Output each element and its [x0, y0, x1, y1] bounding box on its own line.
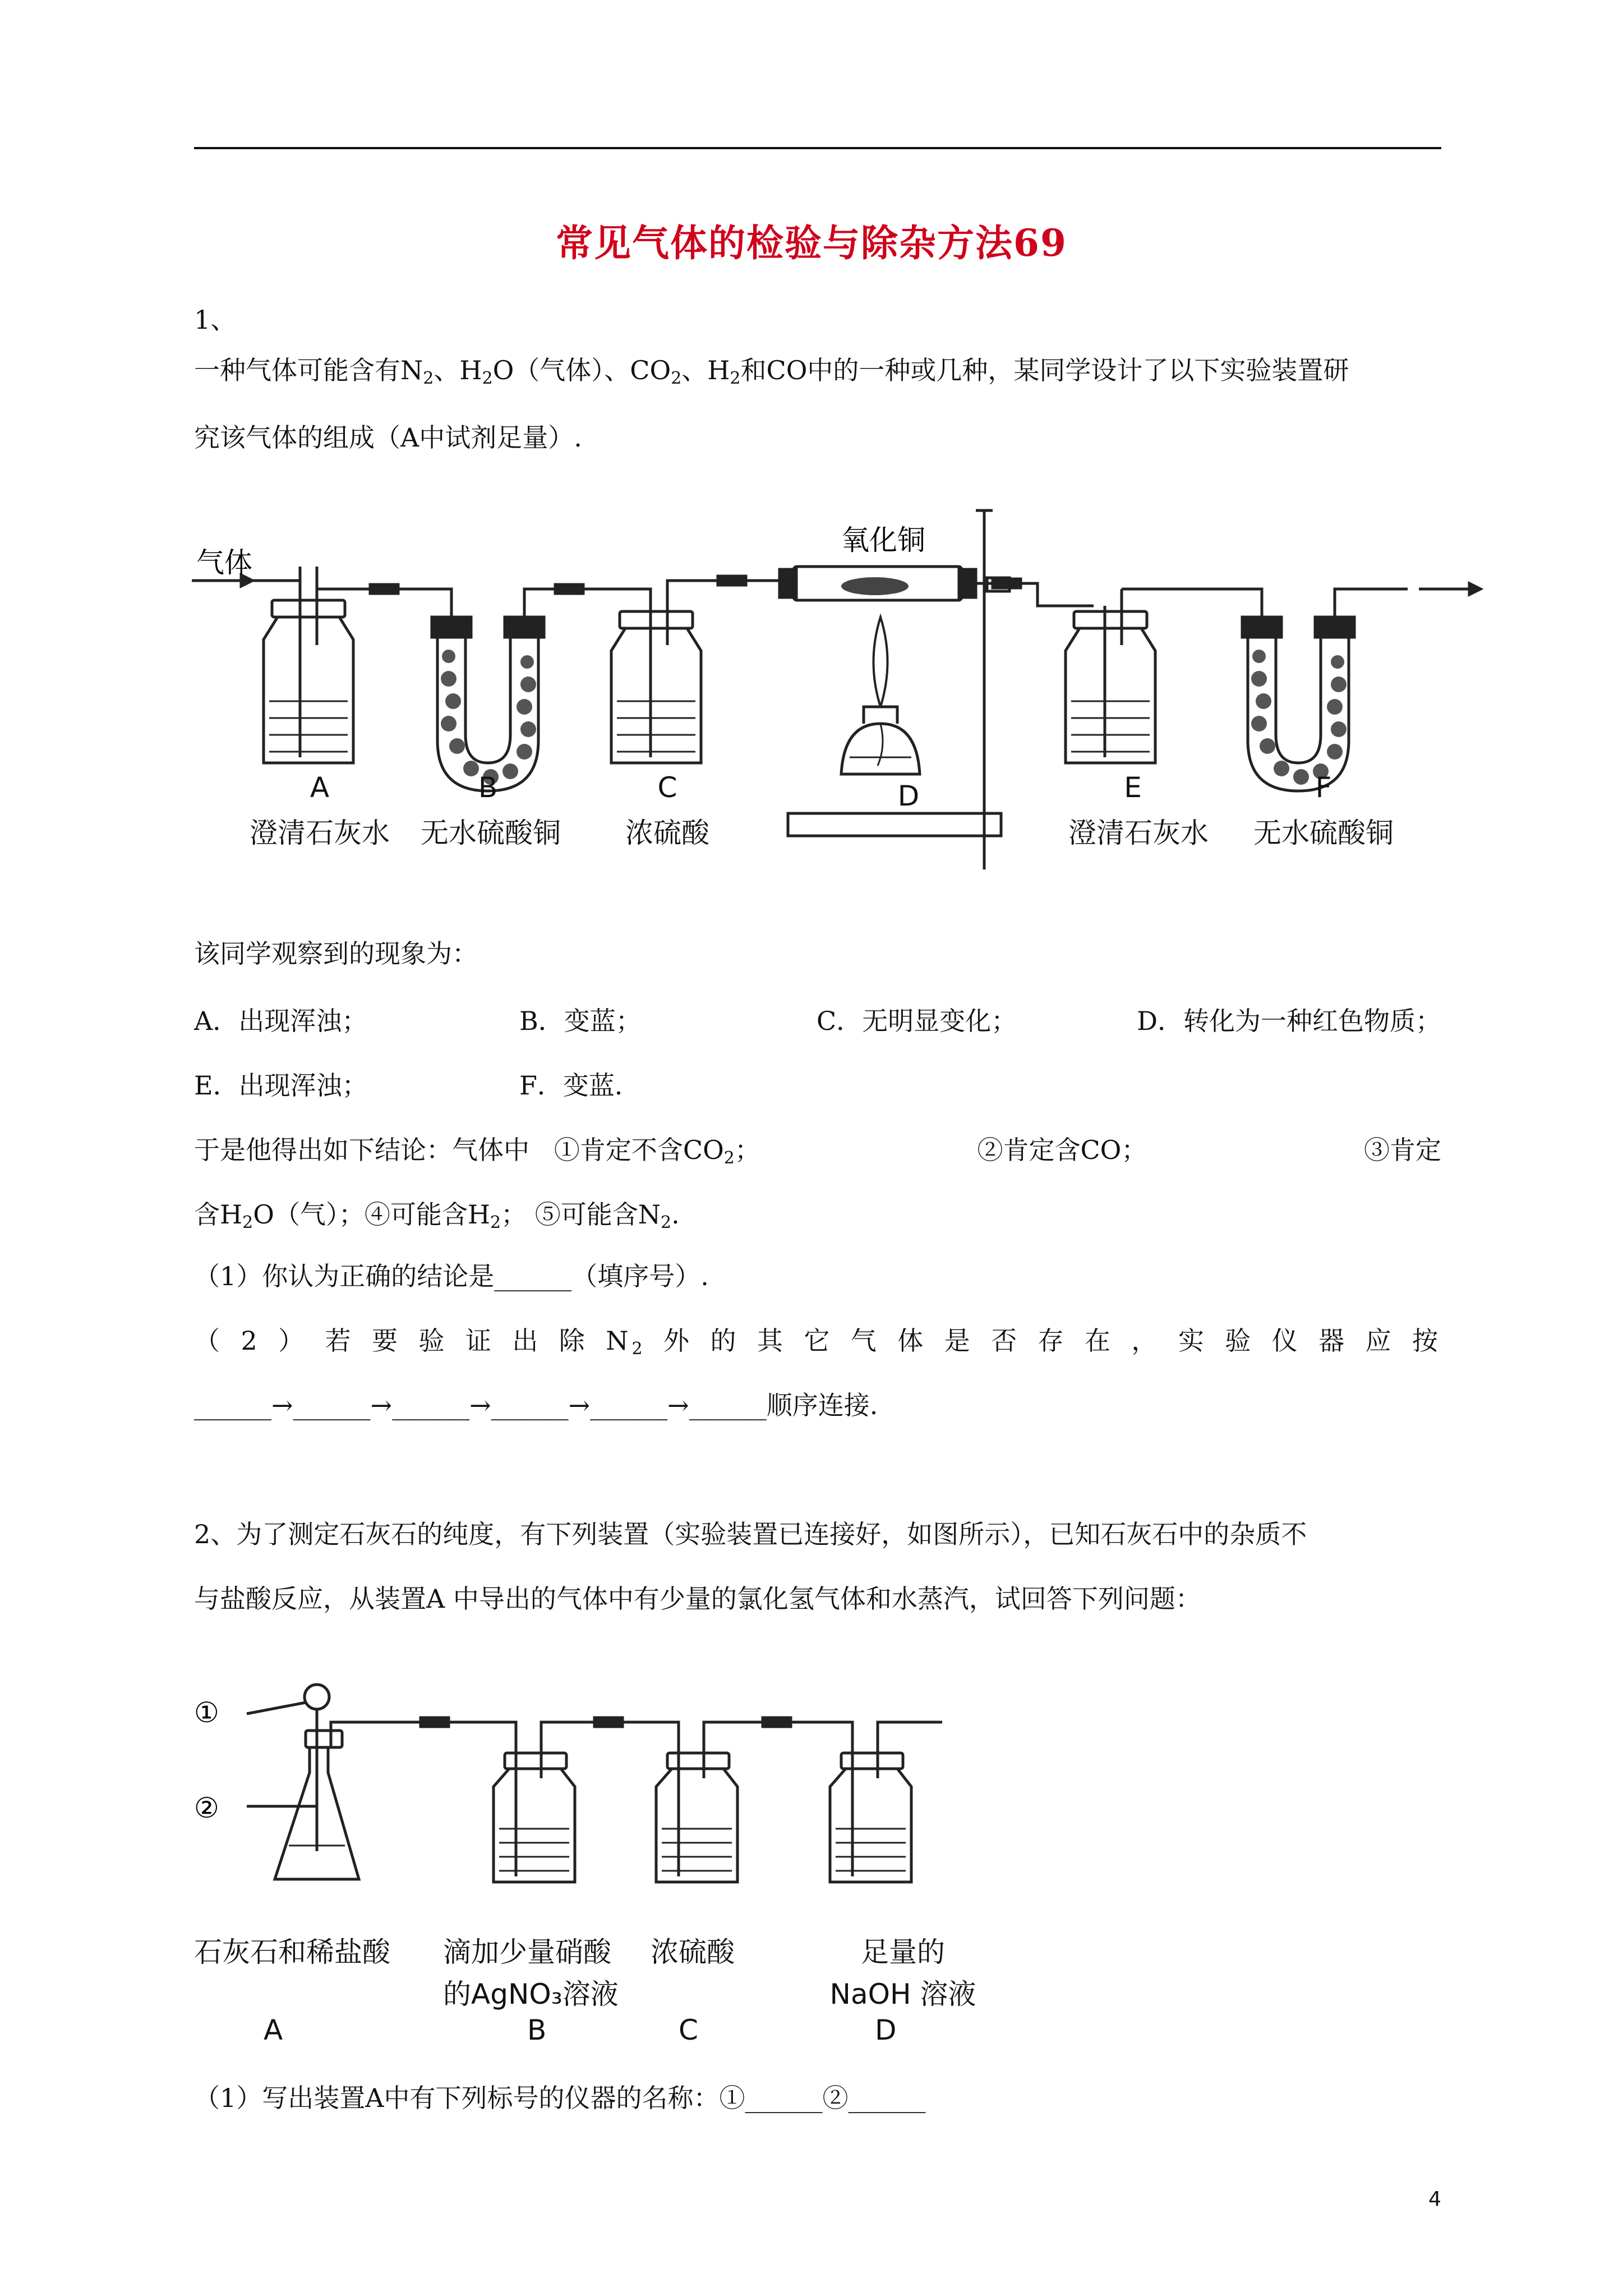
q2-unit-a-name: 石灰石和稀盐酸: [194, 1936, 390, 1968]
observation-b: B．变蓝；: [519, 1006, 642, 1036]
page-number: 4: [1428, 2188, 1441, 2211]
q2-sub1: （1）写出装置A中有下列标号的仪器的名称：①______②______: [194, 2083, 926, 2113]
observation-d: D．转化为一种红色物质；: [1137, 1006, 1441, 1036]
mark-1: ①: [194, 1696, 219, 1729]
q1-sub2-line1: （2）若要验证出除$N_2$外的其它气体是否存在，实验仪器应按: [194, 1326, 1441, 1359]
combustion-tube-d: [780, 510, 1009, 869]
header-rule: [194, 147, 1441, 149]
q2-unit-c-name: 浓硫酸: [651, 1936, 735, 1968]
q1-sub1: （1）你认为正确的结论是______（填序号）.: [194, 1261, 709, 1291]
q2-apparatus-diagram: [191, 1660, 965, 1907]
conclusion-line2: 含$H_2O$（气）；④可能含$H_2$； ⑤可能含$N_2$.: [194, 1199, 680, 1232]
bottle-d: [830, 1722, 911, 1882]
unit-c-letter: C: [657, 771, 677, 804]
bottle-c2: [656, 1722, 737, 1882]
q2-unit-a-letter: A: [264, 2014, 283, 2046]
conclusion-3: ③肯定: [1364, 1135, 1441, 1165]
unit-b-letter: B: [478, 771, 498, 804]
observations-row1: [194, 1001, 1441, 1041]
page-title: 常见气体的检验与除杂方法69: [556, 221, 1067, 265]
q2-intro-line1: 2、为了测定石灰石的纯度，有下列装置（实验装置已连接好，如图所示），已知石灰石中的杂质不: [194, 1519, 1307, 1549]
unit-a-name: 澄清石灰水: [250, 817, 390, 849]
gas-label: 气体: [196, 546, 252, 579]
q2-unit-d-name1: 足量的: [861, 1936, 945, 1968]
unit-e-letter: E: [1124, 771, 1142, 804]
u-tube-f: [1242, 589, 1408, 791]
q2-unit-d-name2: NaOH 溶液: [829, 1978, 976, 2010]
copper-oxide-powder: [841, 577, 909, 595]
conclusion-intro: 于是他得出如下结论：气体中 ①肯定不含$CO_2$；: [194, 1135, 760, 1168]
u-tube-b: [426, 589, 589, 791]
observation-c: C．无明显变化；: [817, 1006, 1017, 1036]
q1-intro-line2: 究该气体的组成（A中试剂足量）.: [194, 422, 582, 453]
q1-sub2-line2: ______→______→______→______→______→______顺序连接.: [194, 1390, 878, 1420]
q2-unit-c-letter: C: [679, 2014, 698, 2046]
unit-c-name: 浓硫酸: [625, 817, 709, 849]
q1-number: 1、: [194, 305, 237, 335]
q2-unit-b-name1: 滴加少量硝酸: [443, 1936, 611, 1968]
observation-f: F．变蓝．: [519, 1070, 640, 1101]
alcohol-lamp: [841, 617, 920, 774]
q2-unit-d-letter: D: [875, 2014, 897, 2046]
conclusion-2: ②肯定含CO；: [977, 1135, 1147, 1165]
flask-a: [247, 1685, 398, 1879]
observed-intro: 该同学观察到的现象为：: [194, 938, 478, 969]
q2-unit-b-name2: 的AgNO₃溶液: [443, 1978, 619, 2010]
unit-f-name: 无水硫酸铜: [1253, 817, 1394, 849]
unit-a-letter: A: [310, 771, 330, 804]
cuo-label: 氧化铜: [841, 524, 925, 556]
bottle-a: [264, 567, 353, 763]
bottle-c: [611, 589, 701, 763]
mark-2: ②: [194, 1792, 219, 1824]
conclusion-line1: [194, 1130, 1441, 1178]
q2-intro-line2: 与盐酸反应，从装置A 中导出的气体中有少量的氯化氢气体和水蒸汽，试回答下列问题：: [194, 1584, 1201, 1614]
unit-f-letter: F: [1315, 771, 1332, 804]
unit-d-letter: D: [897, 780, 920, 812]
q2-unit-b-letter: B: [527, 2014, 547, 2046]
bottle-e: [1066, 589, 1155, 763]
observation-e: E．出现浑浊；: [194, 1070, 368, 1101]
observation-a: A．出现浑浊；: [194, 1006, 368, 1036]
unit-e-name: 澄清石灰水: [1068, 817, 1209, 849]
u-tube-f-granules: [1251, 650, 1347, 785]
u-tube-b-granules: [441, 650, 536, 785]
bottle-b: [494, 1722, 575, 1882]
q1-intro-line1: 一种气体可能含有$N_2$、$H_2O$（气体）、$CO_2$、$H_2$和CO中的一种或几种，某同学设计了以下实验装置研: [194, 355, 1349, 388]
unit-b-name: 无水硫酸铜: [421, 817, 561, 849]
observations-row2: [194, 1066, 1441, 1105]
